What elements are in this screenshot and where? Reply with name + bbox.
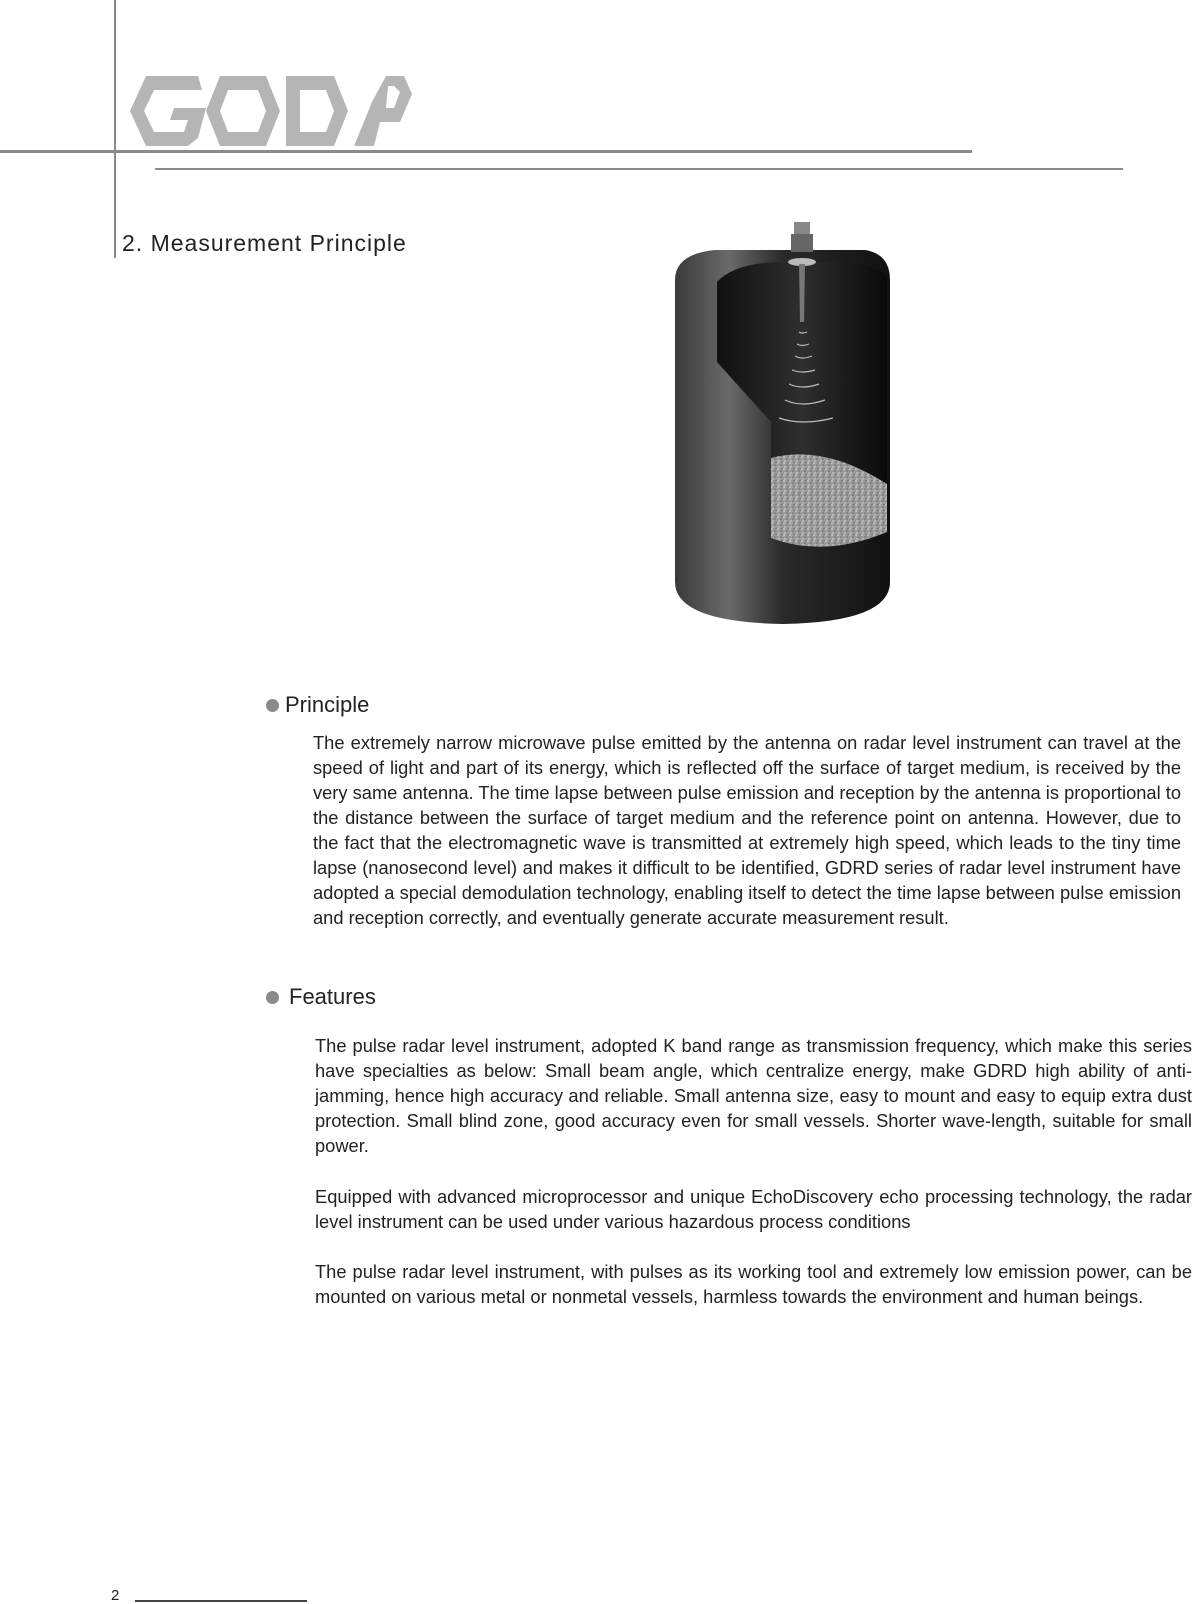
features-paragraph: The pulse radar level instrument, with pulses as its working tool and extremely low emission power, can be mounted on various metal or nonmetal vessels, harmless towards the environment and human beings. [315, 1261, 1192, 1307]
principle-paragraph: The extremely narrow microwave pulse emitted by the antenna on radar level instrument can travel at the speed of light and part of its energy, which is reflected off the surface of target medium, is received by the very same antenna. The time lapse between pulse emission and reception by the antenna is proportional to the distance between the surface of target medium and the reference point on antenna. However, due to the fact that the electromagnetic wave is transmitted at extremely high speed, which leads to the tiny time lapse (nanosecond level) and makes it difficult to be identified, GDRD series of radar level instrument have adopted a special demodulation technology, enabling itself to detect the time lapse between pulse emission and reception correctly, and eventually generate accurate measurement result. [313, 732, 1181, 928]
footer-rule [135, 1600, 307, 1602]
bullet-dot-icon [266, 699, 279, 712]
features-paragraph: The pulse radar level instrument, adopted K band range as transmission frequency, which make this series have specialties as below: Small beam angle, which centralize energy, make GDRD high ability of anti-jamming, hence high accuracy and reliable. Small antenna size, easy to mount and easy to equip extra dust protection. Small blind zone, good accuracy even for small vessels. Shorter wave-length, suitable for small power. [315, 1035, 1192, 1156]
header-rule-bottom [155, 168, 1123, 170]
section-title: 2. Measurement Principle [122, 230, 407, 256]
principle-heading [266, 692, 369, 718]
features-heading-label: Features [289, 984, 376, 1009]
features-heading [266, 984, 376, 1010]
principle-heading-label: Principle [285, 692, 370, 717]
left-rule [114, 0, 116, 258]
page-number: 2 [111, 1587, 120, 1604]
bullet-dot-icon [266, 991, 279, 1004]
features-paragraph: Equipped with advanced microprocessor and unique EchoDiscovery echo processing technology, the radar level instrument can be used under various hazardous process conditions [315, 1186, 1192, 1232]
radar-tank-illustration [675, 222, 905, 642]
header-rule-top [0, 150, 972, 153]
goda-logo [128, 72, 413, 150]
